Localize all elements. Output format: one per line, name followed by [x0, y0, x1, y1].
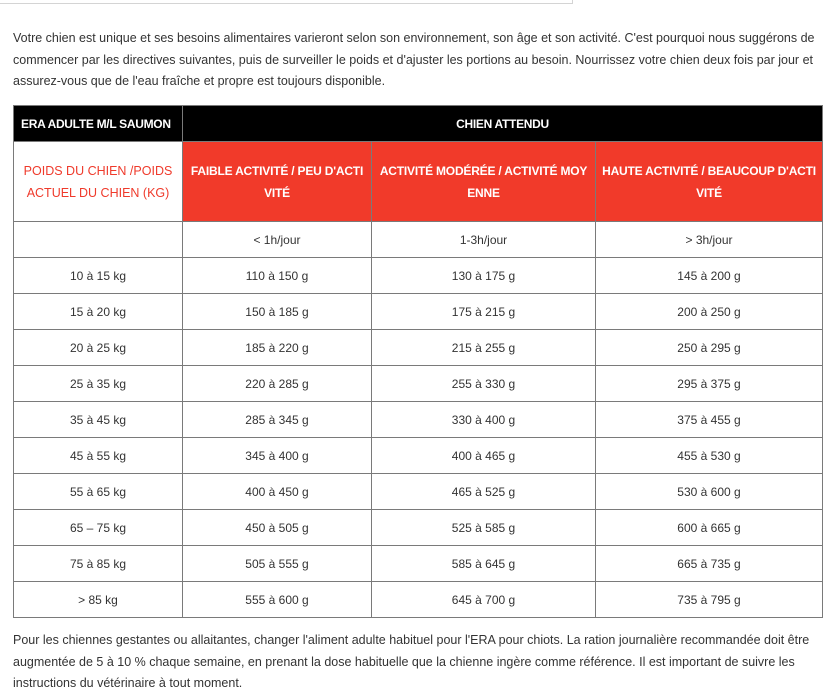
portion-cell: 530 à 600 g [596, 474, 823, 510]
table-row [14, 582, 823, 618]
portion-cell: 525 à 585 g [372, 510, 596, 546]
portion-cell: 645 à 700 g [372, 582, 596, 618]
table-row [14, 258, 823, 294]
portion-cell: 505 à 555 g [183, 546, 372, 582]
weight-cell: 65 – 75 kg [14, 510, 183, 546]
duration-cell [14, 222, 183, 258]
portion-cell: 295 à 375 g [596, 366, 823, 402]
high-activity-header: HAUTE ACTIVITÉ / BEAUCOUP D'ACTIVITÉ [596, 142, 823, 222]
group-header: CHIEN ATTENDU [183, 106, 823, 142]
portion-cell: 600 à 665 g [596, 510, 823, 546]
portion-cell: 175 à 215 g [372, 294, 596, 330]
weight-cell: 35 à 45 kg [14, 402, 183, 438]
portion-cell: 585 à 645 g [372, 546, 596, 582]
portion-cell: 665 à 735 g [596, 546, 823, 582]
feeding-table [13, 105, 823, 618]
portion-cell: 200 à 250 g [596, 294, 823, 330]
table-row [14, 474, 823, 510]
table-row [14, 294, 823, 330]
duration-cell: > 3h/jour [596, 222, 823, 258]
intro-paragraph: Votre chien est unique et ses besoins alimentaires varieront selon son environnement, son âge et son activité. C'est pourquoi nous suggérons de commencer par les directives suivantes, puis de surveiller le poids et d'ajuster les portions au besoin. Nourrissez votre chien deux fois par jour et assurez-vous que de l'eau fraîche et propre est toujours disponible. [13, 31, 815, 88]
weight-cell: 25 à 35 kg [14, 366, 183, 402]
portion-cell: 255 à 330 g [372, 366, 596, 402]
top-divider [0, 0, 573, 4]
weight-column-header: POIDS DU CHIEN /POIDS ACTUEL DU CHIEN (KG) [14, 142, 183, 222]
moderate-activity-header: ACTIVITÉ MODÉRÉE / ACTIVITÉ MOYENNE [372, 142, 596, 222]
portion-cell: 145 à 200 g [596, 258, 823, 294]
portion-cell: 450 à 505 g [183, 510, 372, 546]
table-row [14, 402, 823, 438]
portion-cell: 285 à 345 g [183, 402, 372, 438]
portion-cell: 185 à 220 g [183, 330, 372, 366]
portion-cell: 330 à 400 g [372, 402, 596, 438]
table-row [14, 438, 823, 474]
portion-cell: 735 à 795 g [596, 582, 823, 618]
portion-cell: 150 à 185 g [183, 294, 372, 330]
portion-cell: 130 à 175 g [372, 258, 596, 294]
table-row [14, 366, 823, 402]
weight-cell: 15 à 20 kg [14, 294, 183, 330]
product-name-header: ERA ADULTE M/L SAUMON [14, 106, 183, 142]
portion-cell: 400 à 450 g [183, 474, 372, 510]
activity-header-row [14, 142, 823, 222]
weight-cell: 10 à 15 kg [14, 258, 183, 294]
portion-cell: 345 à 400 g [183, 438, 372, 474]
weight-cell: 45 à 55 kg [14, 438, 183, 474]
portion-cell: 110 à 150 g [183, 258, 372, 294]
duration-row [14, 222, 823, 258]
table-header-row [14, 106, 823, 142]
table-row [14, 510, 823, 546]
portion-cell: 555 à 600 g [183, 582, 372, 618]
weight-cell: 20 à 25 kg [14, 330, 183, 366]
weight-cell: 55 à 65 kg [14, 474, 183, 510]
portion-cell: 215 à 255 g [372, 330, 596, 366]
portion-cell: 455 à 530 g [596, 438, 823, 474]
portion-cell: 250 à 295 g [596, 330, 823, 366]
table-row [14, 330, 823, 366]
duration-cell: 1-3h/jour [372, 222, 596, 258]
low-activity-header: FAIBLE ACTIVITÉ / PEU D'ACTIVITÉ [183, 142, 372, 222]
portion-cell: 375 à 455 g [596, 402, 823, 438]
duration-cell: < 1h/jour [183, 222, 372, 258]
portion-cell: 220 à 285 g [183, 366, 372, 402]
weight-cell: > 85 kg [14, 582, 183, 618]
portion-cell: 465 à 525 g [372, 474, 596, 510]
outro-paragraph: Pour les chiennes gestantes ou allaitantes, changer l'aliment adulte habituel pour l'ERA pour chiots. La ration journalière recommandée doit être augmentée de 5 à 10 % chaque semaine, en prenant la dose habituelle que la chienne ingère comme référence. Il est important de suivre les instructions du vétérinaire à tout moment. [13, 633, 810, 690]
portion-cell: 400 à 465 g [372, 438, 596, 474]
table-row [14, 546, 823, 582]
weight-cell: 75 à 85 kg [14, 546, 183, 582]
